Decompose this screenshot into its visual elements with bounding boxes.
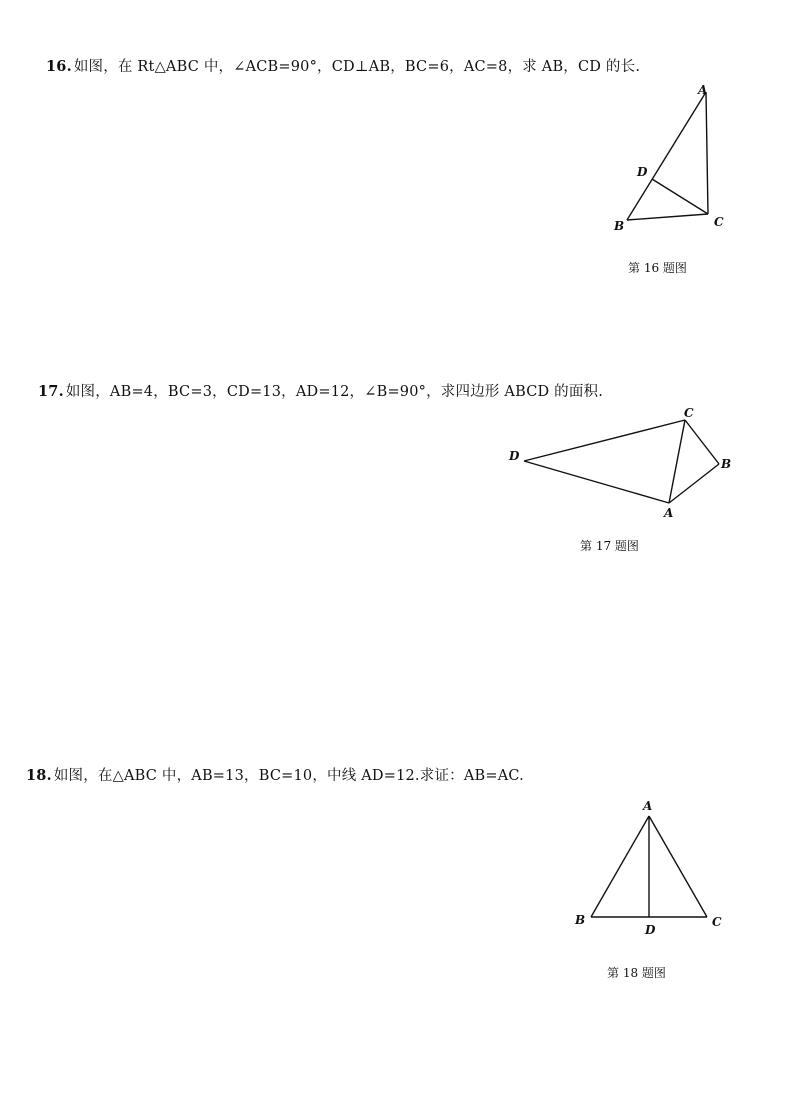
problem-number: 18. xyxy=(26,767,52,784)
problem-16-text xyxy=(46,55,640,76)
figure-18-triangle-diagram xyxy=(570,795,740,945)
segment-cb xyxy=(685,420,719,464)
problem-statement: 如图，在△ABC 中，AB=13，BC=10，中线 AD=12.求证：AB=AC. xyxy=(53,768,524,784)
segment-da xyxy=(524,461,669,503)
problem-number: 17. xyxy=(38,383,64,400)
figure-17-quadrilateral-diagram xyxy=(500,400,750,520)
problem-number: 16. xyxy=(46,58,72,75)
vertex-label-b: B xyxy=(614,219,625,233)
vertex-label-d: D xyxy=(645,923,656,937)
vertex-label-c: C xyxy=(714,215,724,229)
problem-17-text xyxy=(38,380,603,401)
vertex-label-b: B xyxy=(721,457,732,471)
figure-16-caption: 第 16 题图 xyxy=(628,261,687,275)
problem-statement: 如图，AB=4，BC=3，CD=13，AD=12，∠B=90°，求四边形 ABCD 的面积. xyxy=(65,384,604,400)
segment-ab xyxy=(591,816,649,917)
segment-ac xyxy=(649,816,707,917)
figure-17-caption: 第 17 题图 xyxy=(580,539,639,553)
segment-dc xyxy=(524,420,685,461)
segment-ca xyxy=(669,420,685,503)
segment-bc xyxy=(627,214,708,220)
vertex-label-a: A xyxy=(698,83,708,97)
vertex-label-a: A xyxy=(664,506,674,520)
vertex-label-a: A xyxy=(643,799,653,813)
problem-18-text xyxy=(26,764,524,785)
segment-cd xyxy=(652,179,708,214)
segment-ab xyxy=(627,92,706,220)
vertex-label-b: B xyxy=(575,913,586,927)
figure-16-triangle-diagram xyxy=(610,80,750,240)
vertex-label-c: C xyxy=(712,915,722,929)
problem-statement: 如图，在 Rt△ABC 中，∠ACB=90°，CD⊥AB，BC=6，AC=8，求 AB，CD 的长. xyxy=(73,59,641,75)
segment-ac xyxy=(706,92,708,214)
figure-18-caption: 第 18 题图 xyxy=(607,966,666,980)
vertex-label-d: D xyxy=(637,165,648,179)
segment-ba xyxy=(669,464,719,503)
vertex-label-d: D xyxy=(509,449,520,463)
vertex-label-c: C xyxy=(684,406,694,420)
